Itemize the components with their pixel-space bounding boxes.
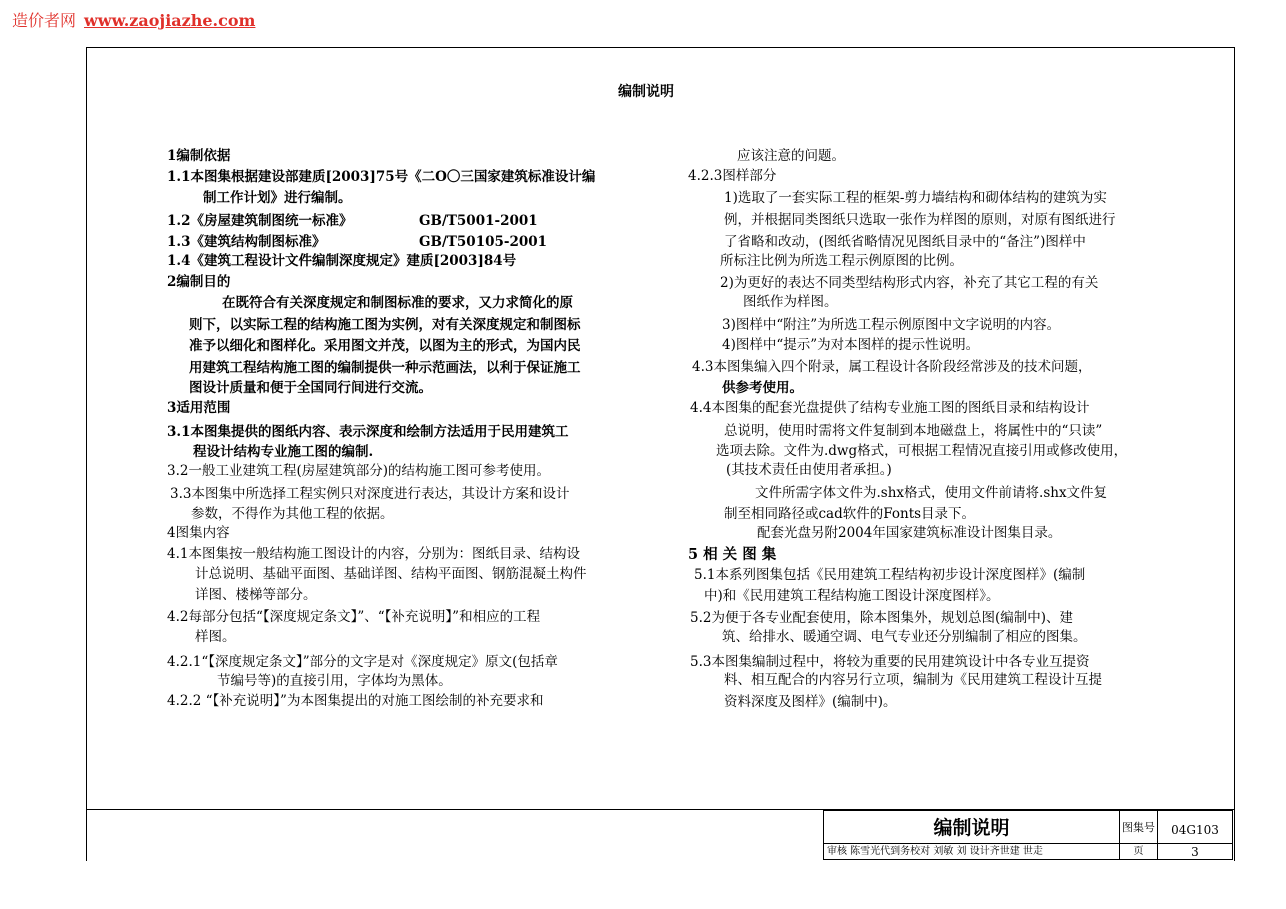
- text-line: 制至相同路径或cad软件的Fonts目录下。: [724, 506, 976, 522]
- watermark-site-name: 造价者网: [12, 11, 77, 30]
- text-line: 资料深度及图样》(编制中)。: [724, 694, 897, 710]
- text-line: 筑、给排水、暖通空调、电气专业还分别编制了相应的图集。: [722, 629, 1087, 645]
- text-line: 5.3本图集编制过程中，将较为重要的民用建筑设计中各专业互提资: [690, 654, 1090, 670]
- text-line: 总说明，使用时需将文件复制到本地磁盘上，将属性中的“只读”: [724, 423, 1103, 439]
- text-line: (其技术责任由使用者承担。): [726, 462, 892, 478]
- text-line: 样图。: [195, 629, 236, 645]
- approval-signatures: 审核 陈雪光代到务校对 刘敏 刘 设计齐世建 世走: [823, 843, 1120, 860]
- text-line: 了省略和改动，(图纸省略情况见图纸目录中的“备注”)图样中: [724, 234, 1086, 250]
- text-line: 图设计质量和便于全国同行间进行交流。: [189, 380, 432, 396]
- text-line: 用建筑工程结构施工图的编制提供一种示范画法，以利于保证施工: [189, 360, 581, 376]
- text-line: 料、相互配合的内容另行立项，编制为《民用建筑工程设计互提: [724, 672, 1102, 688]
- text-line: 4)图样中“提示”为对本图样的提示性说明。: [722, 337, 980, 353]
- text-line: 4.3本图集编入四个附录，属工程设计各阶段经常涉及的技术问题，: [692, 359, 1092, 375]
- watermark: [12, 8, 255, 31]
- title-block: [823, 810, 1233, 860]
- text-line: 3.1本图集提供的图纸内容、表示深度和绘制方法适用于民用建筑工: [167, 424, 569, 440]
- text-line: 3)图样中“附注”为所选工程示例原图中文字说明的内容。: [722, 317, 1061, 333]
- text-line: 3.2一般工业建筑工程(房屋建筑部分)的结构施工图可参考使用。: [167, 463, 551, 479]
- text-line: 5.2为便于各专业配套使用，除本图集外，规划总图(编制中)、建: [690, 610, 1074, 626]
- text-line: 供参考使用。: [722, 380, 803, 396]
- text-line: 计总说明、基础平面图、基础详图、结构平面图、钢筋混凝土构件: [195, 566, 587, 582]
- section-heading: 3适用范围: [167, 400, 231, 416]
- standard-code: GB/T50105-2001: [419, 234, 548, 250]
- section-heading: 4图集内容: [167, 525, 230, 541]
- page-label: 页: [1119, 843, 1158, 860]
- text-line: 详图、楼梯等部分。: [195, 587, 317, 603]
- section-heading: 5 相 关 图 集: [688, 546, 777, 563]
- text-line: 1.2《房屋建筑制图统一标准》: [167, 213, 353, 229]
- text-line: 1)选取了一套实际工程的框架-剪力墙结构和砌体结构的建筑为实: [724, 190, 1107, 206]
- text-line: 例，并根据同类图纸只选取一张作为样图的原则，对原有图纸进行: [724, 212, 1116, 228]
- text-line: 5.1本系列图集包括《民用建筑工程结构初步设计深度图样》(编制: [694, 567, 1086, 583]
- title-block-name: 编制说明: [823, 810, 1120, 844]
- text-line: 所标注比例为所选工程示例原图的比例。: [720, 253, 963, 269]
- section-heading: 2编制目的: [167, 274, 231, 290]
- text-line: 2)为更好的表达不同类型结构形式内容，补充了其它工程的有关: [720, 275, 1099, 291]
- text-line: 应该注意的问题。: [737, 148, 845, 164]
- text-line: 图纸作为样图。: [743, 294, 838, 310]
- text-line: 则下，以实际工程的结构施工图为实例，对有关深度规定和制图标: [189, 317, 581, 333]
- page-title: 编制说明: [618, 84, 674, 100]
- text-line: 4.2.1“【深度规定条文】”部分的文字是对《深度规定》原文(包括章: [167, 654, 558, 670]
- atlas-number: 04G103: [1157, 810, 1233, 844]
- watermark-url-link[interactable]: www.zaojiazhe.com: [84, 11, 256, 30]
- text-line: 4.1本图集按一般结构施工图设计的内容，分别为：图纸目录、结构设: [167, 546, 580, 562]
- text-line: 选项去除。文件为.dwg格式，可根据工程情况直接引用或修改使用，: [716, 443, 1128, 459]
- text-line: 中)和《民用建筑工程结构施工图设计深度图样》。: [704, 588, 1000, 604]
- text-line: 准予以细化和图样化。采用图文并茂，以图为主的形式，为国内民: [189, 338, 581, 354]
- text-line: 制工作计划》进行编制。: [203, 190, 352, 206]
- text-line: 4.2.2 “【补充说明】”为本图集提出的对施工图绘制的补充要求和: [167, 693, 544, 709]
- page-title-row: [0, 81, 1286, 101]
- text-line: 3.3本图集中所选择工程实例只对深度进行表达，其设计方案和设计: [170, 486, 570, 502]
- text-line: 1.3《建筑结构制图标准》: [167, 234, 326, 250]
- text-line: 程设计结构专业施工图的编制.: [193, 444, 374, 460]
- text-line: 在既符合有关深度规定和制图标准的要求，又力求简化的原: [222, 295, 573, 311]
- text-line: 文件所需字体文件为.shx格式，使用文件前请将.shx文件复: [755, 485, 1108, 501]
- text-line: 配套光盘另附2004年国家建筑标准设计图集目录。: [757, 525, 1062, 541]
- text-line: 1.4《建筑工程设计文件编制深度规定》建质[2003]84号: [167, 253, 517, 269]
- atlas-label: 图集号: [1119, 810, 1158, 844]
- text-line: 1.1本图集根据建设部建质[2003]75号《二O〇三国家建筑标准设计编: [167, 169, 596, 185]
- section-heading: 1编制依据: [167, 148, 231, 164]
- text-line: 4.4本图集的配套光盘提供了结构专业施工图的图纸目录和结构设计: [690, 400, 1090, 416]
- text-line: 节编号等)的直接引用，字体均为黑体。: [217, 673, 452, 689]
- subsection-heading: 4.2.3图样部分: [688, 168, 777, 184]
- text-line: 参数，不得作为其他工程的依据。: [191, 506, 394, 522]
- text-line: 4.2每部分包括“【深度规定条文】”、“【补充说明】”和相应的工程: [167, 609, 541, 625]
- page-number: 3: [1157, 843, 1233, 860]
- standard-code: GB/T5001-2001: [419, 213, 538, 229]
